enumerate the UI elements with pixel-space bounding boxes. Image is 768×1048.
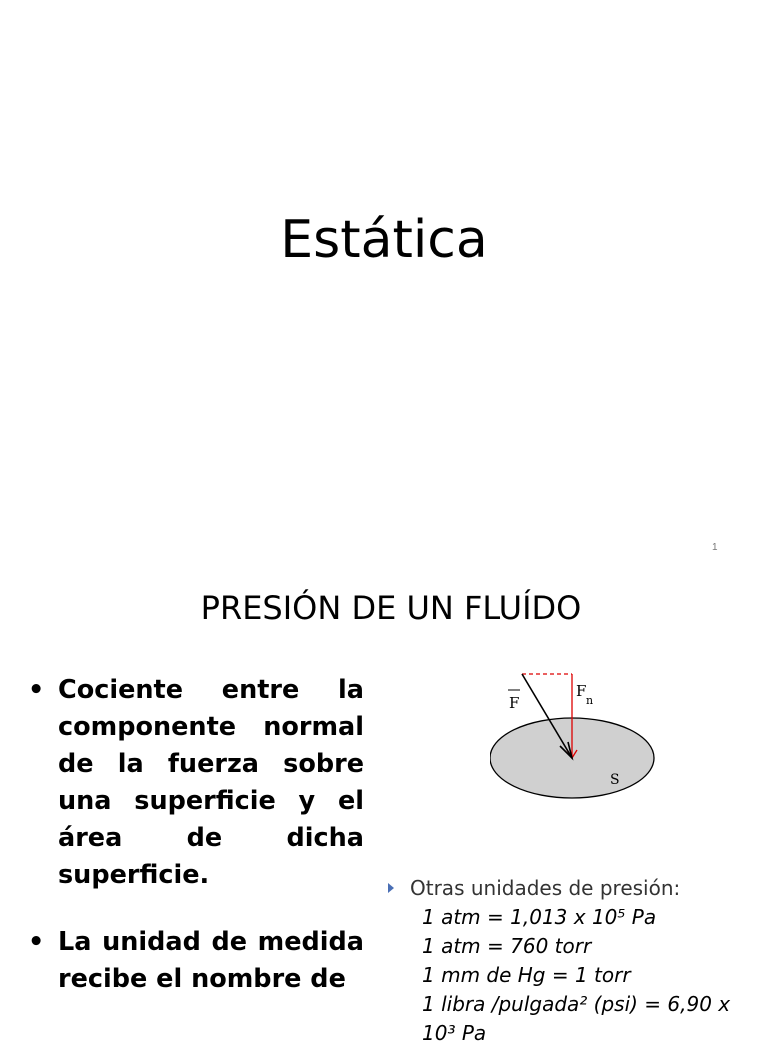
bullet-text: Cociente entre la componente normal de la fuerza sobre una superficie y el área de dicha superficie. xyxy=(58,675,364,890)
unit-line: 10³ Pa xyxy=(422,1021,487,1045)
slide-title: PRESIÓN DE UN FLUÍDO xyxy=(200,589,582,627)
slide-2 xyxy=(0,568,768,1045)
bullet-arrow-icon xyxy=(388,883,394,893)
normal-subscript: n xyxy=(586,694,594,707)
bullet-text: La unidad de medida recibe el nombre de xyxy=(58,927,364,994)
slide-title: Estática xyxy=(280,210,488,270)
unit-line: 1 atm = 760 torr xyxy=(422,934,592,958)
page-number: 1 xyxy=(712,542,718,553)
bullet-icon: • xyxy=(28,675,45,705)
bullet-list xyxy=(28,672,364,1028)
bullet-item xyxy=(28,924,364,998)
unit-line: 1 mm de Hg = 1 torr xyxy=(422,963,631,987)
normal-force-label: F xyxy=(576,682,587,700)
bullet-item xyxy=(28,672,364,894)
units-heading-text: Otras unidades de presión: xyxy=(410,876,681,900)
units-list xyxy=(388,874,758,1048)
bullet-icon: • xyxy=(28,927,45,957)
units-heading xyxy=(388,874,758,903)
unit-line: 1 atm = 1,013 x 10⁵ Pa xyxy=(422,905,657,929)
surface-label: S xyxy=(610,772,620,788)
force-label: F xyxy=(509,694,520,712)
pressure-diagram xyxy=(490,670,665,805)
unit-line: 1 libra /pulgada² (psi) = 6,90 x xyxy=(422,992,731,1016)
